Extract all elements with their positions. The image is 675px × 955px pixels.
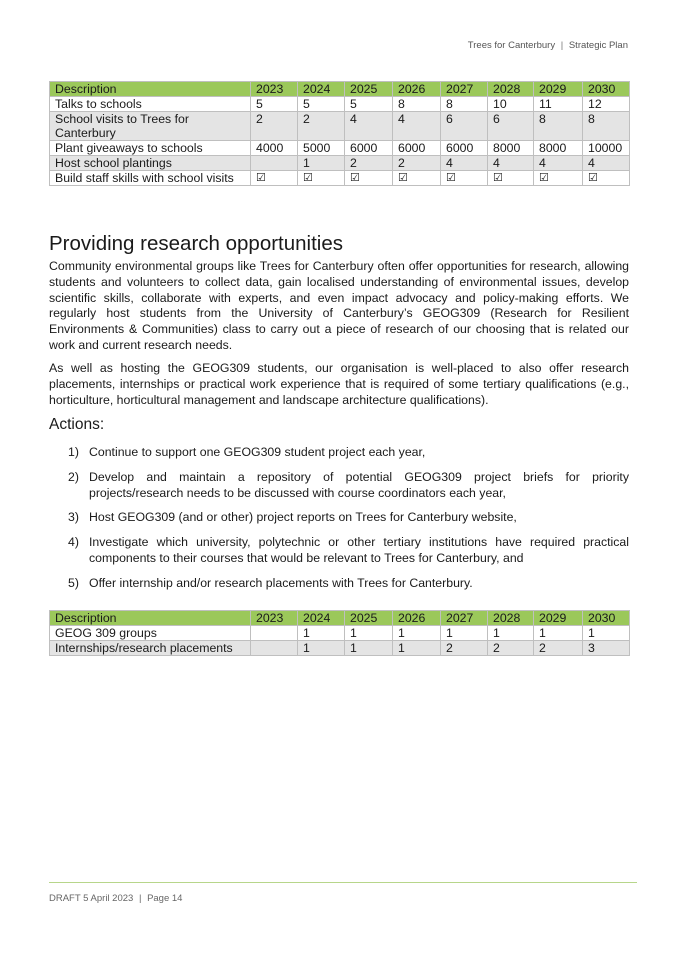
table-cell: 2 xyxy=(345,156,393,171)
table-cell: 2 xyxy=(488,641,534,656)
header-org: Trees for Canterbury xyxy=(467,40,556,51)
table-cell: 2 xyxy=(441,641,488,656)
table-cell: 2 xyxy=(534,641,583,656)
list-number: 2) xyxy=(68,469,79,484)
body-paragraph: As well as hosting the GEOG309 students, our organisation is well-placed to also offer research placements, internships or practical work experience that is required of some tertiary qualifications (e.g., horticulture, horticultural management and landscape architecture qualifications). xyxy=(49,361,629,407)
table-cell: 8 xyxy=(393,97,441,112)
table-header-row xyxy=(50,611,630,626)
table-cell: Talks to schools xyxy=(50,97,251,112)
list-item-text: Develop and maintain a repository of potential GEOG309 project briefs for priority projects/research needs to be discussed with course coordinators each year, xyxy=(89,469,629,500)
table-cell: 6 xyxy=(488,112,534,141)
table-cell: Plant giveaways to schools xyxy=(50,141,251,156)
checkbox-icon: ☑ xyxy=(534,171,583,186)
checkbox-icon: ☑ xyxy=(251,171,298,186)
checkbox-icon: ☑ xyxy=(393,171,441,186)
table-cell xyxy=(251,641,298,656)
list-number: 1) xyxy=(68,445,79,459)
table-cell: 1 xyxy=(298,156,345,171)
column-header: 2027 xyxy=(441,611,488,626)
body-paragraph: Community environmental groups like Trees for Canterbury often offer opportunities for research, allowing students and volunteers to collect data, gain localised understanding of environmental issues, develop scientific skills, collaborate with experts, and even impact advocacy and policy-making efforts. We regularly host students from the University of Canterbury’s GEOG309 (Research for Resilient Environments & Communities) class to carry out a piece of research of our choosing that is related our work and current research needs. xyxy=(49,259,629,352)
column-header: 2024 xyxy=(298,611,345,626)
column-header: 2029 xyxy=(534,82,583,97)
table-cell: 1 xyxy=(298,641,345,656)
table-cell: 6000 xyxy=(441,141,488,156)
column-header: 2023 xyxy=(251,82,298,97)
list-item xyxy=(68,576,629,592)
table-cell: Internships/research placements xyxy=(50,641,251,656)
table-cell xyxy=(251,626,298,641)
table-cell: 8 xyxy=(441,97,488,112)
table-cell: 10000 xyxy=(583,141,630,156)
table-cell: School visits to Trees for Canterbury xyxy=(50,112,251,141)
table-cell: 1 xyxy=(441,626,488,641)
table-cell: 3 xyxy=(583,641,630,656)
column-header: 2029 xyxy=(534,611,583,626)
list-item xyxy=(68,470,629,502)
table-cell: 11 xyxy=(534,97,583,112)
page-number: Page 14 xyxy=(147,893,183,904)
table-cell: 8 xyxy=(534,112,583,141)
table-cell: 4 xyxy=(583,156,630,171)
table-cell: 1 xyxy=(488,626,534,641)
column-header: 2025 xyxy=(345,82,393,97)
table-cell: 4 xyxy=(534,156,583,171)
table-cell: 6000 xyxy=(393,141,441,156)
table-cell: 1 xyxy=(298,626,345,641)
table-cell: 4 xyxy=(345,112,393,141)
checkbox-icon: ☑ xyxy=(345,171,393,186)
table-cell: 4 xyxy=(488,156,534,171)
actions-list xyxy=(68,445,629,601)
table-cell xyxy=(251,156,298,171)
table-header-row xyxy=(50,82,630,97)
table-cell: Build staff skills with school visits xyxy=(50,171,251,186)
research-targets-table xyxy=(49,610,630,656)
table-cell: 2 xyxy=(251,112,298,141)
column-header: Description xyxy=(50,611,251,626)
page-header xyxy=(468,40,628,51)
footer-divider xyxy=(49,882,637,883)
table-cell: 1 xyxy=(393,626,441,641)
footer-draft-date: DRAFT 5 April 2023 xyxy=(49,893,134,904)
list-number: 4) xyxy=(68,535,79,550)
table-cell: 8000 xyxy=(488,141,534,156)
column-header: 2028 xyxy=(488,82,534,97)
table-row xyxy=(50,112,630,141)
table-cell: 5 xyxy=(298,97,345,112)
table-cell: 6000 xyxy=(345,141,393,156)
column-header: 2027 xyxy=(441,82,488,97)
actions-heading: Actions: xyxy=(49,416,105,433)
table-cell: 8 xyxy=(583,112,630,141)
list-item xyxy=(68,535,629,567)
column-header: 2030 xyxy=(583,611,630,626)
list-item xyxy=(68,445,629,461)
table-cell: 4000 xyxy=(251,141,298,156)
table-cell: 5 xyxy=(345,97,393,112)
table-cell: 12 xyxy=(583,97,630,112)
column-header: 2030 xyxy=(583,82,630,97)
checkbox-icon: ☑ xyxy=(298,171,345,186)
column-header: 2026 xyxy=(393,82,441,97)
table-row xyxy=(50,156,630,171)
table-row xyxy=(50,97,630,112)
section-title: Providing research opportunities xyxy=(49,232,343,255)
table-row xyxy=(50,641,630,656)
table-row xyxy=(50,626,630,641)
list-number: 5) xyxy=(68,575,79,590)
table-cell: 1 xyxy=(345,641,393,656)
header-separator: | xyxy=(560,40,564,51)
checkbox-icon: ☑ xyxy=(488,171,534,186)
checkbox-icon: ☑ xyxy=(441,171,488,186)
column-header: 2024 xyxy=(298,82,345,97)
table-cell: 4 xyxy=(441,156,488,171)
list-item-text: Investigate which university, polytechnic or other tertiary institutions have required practical components to their courses that would be relevant to Trees for Canterbury, and xyxy=(89,535,629,565)
list-item-text: Host GEOG309 (and or other) project reports on Trees for Canterbury website, xyxy=(89,510,517,525)
table-cell: 1 xyxy=(534,626,583,641)
table-cell: 2 xyxy=(393,156,441,171)
list-item-text: Continue to support one GEOG309 student project each year, xyxy=(89,445,426,459)
schools-targets-table xyxy=(49,81,630,186)
list-number: 3) xyxy=(68,510,79,525)
table-cell: 6 xyxy=(441,112,488,141)
table-cell: 2 xyxy=(298,112,345,141)
table-cell: 8000 xyxy=(534,141,583,156)
table-cell: GEOG 309 groups xyxy=(50,626,251,641)
column-header: Description xyxy=(50,82,251,97)
checkbox-icon: ☑ xyxy=(583,171,630,186)
table-cell: 5 xyxy=(251,97,298,112)
table-cell: 1 xyxy=(345,626,393,641)
table-row xyxy=(50,141,630,156)
table-cell: 4 xyxy=(393,112,441,141)
table-cell: 10 xyxy=(488,97,534,112)
column-header: 2028 xyxy=(488,611,534,626)
column-header: 2025 xyxy=(345,611,393,626)
table-cell: 1 xyxy=(583,626,630,641)
table-cell: Host school plantings xyxy=(50,156,251,171)
page-footer xyxy=(49,893,182,904)
header-doc: Strategic Plan xyxy=(568,40,628,51)
column-header: 2026 xyxy=(393,611,441,626)
table-cell: 1 xyxy=(393,641,441,656)
table-row xyxy=(50,171,630,186)
column-header: 2023 xyxy=(251,611,298,626)
table-cell: 5000 xyxy=(298,141,345,156)
list-item xyxy=(68,510,629,526)
list-item-text: Offer internship and/or research placements with Trees for Canterbury. xyxy=(89,575,473,590)
footer-separator: | xyxy=(138,893,142,904)
